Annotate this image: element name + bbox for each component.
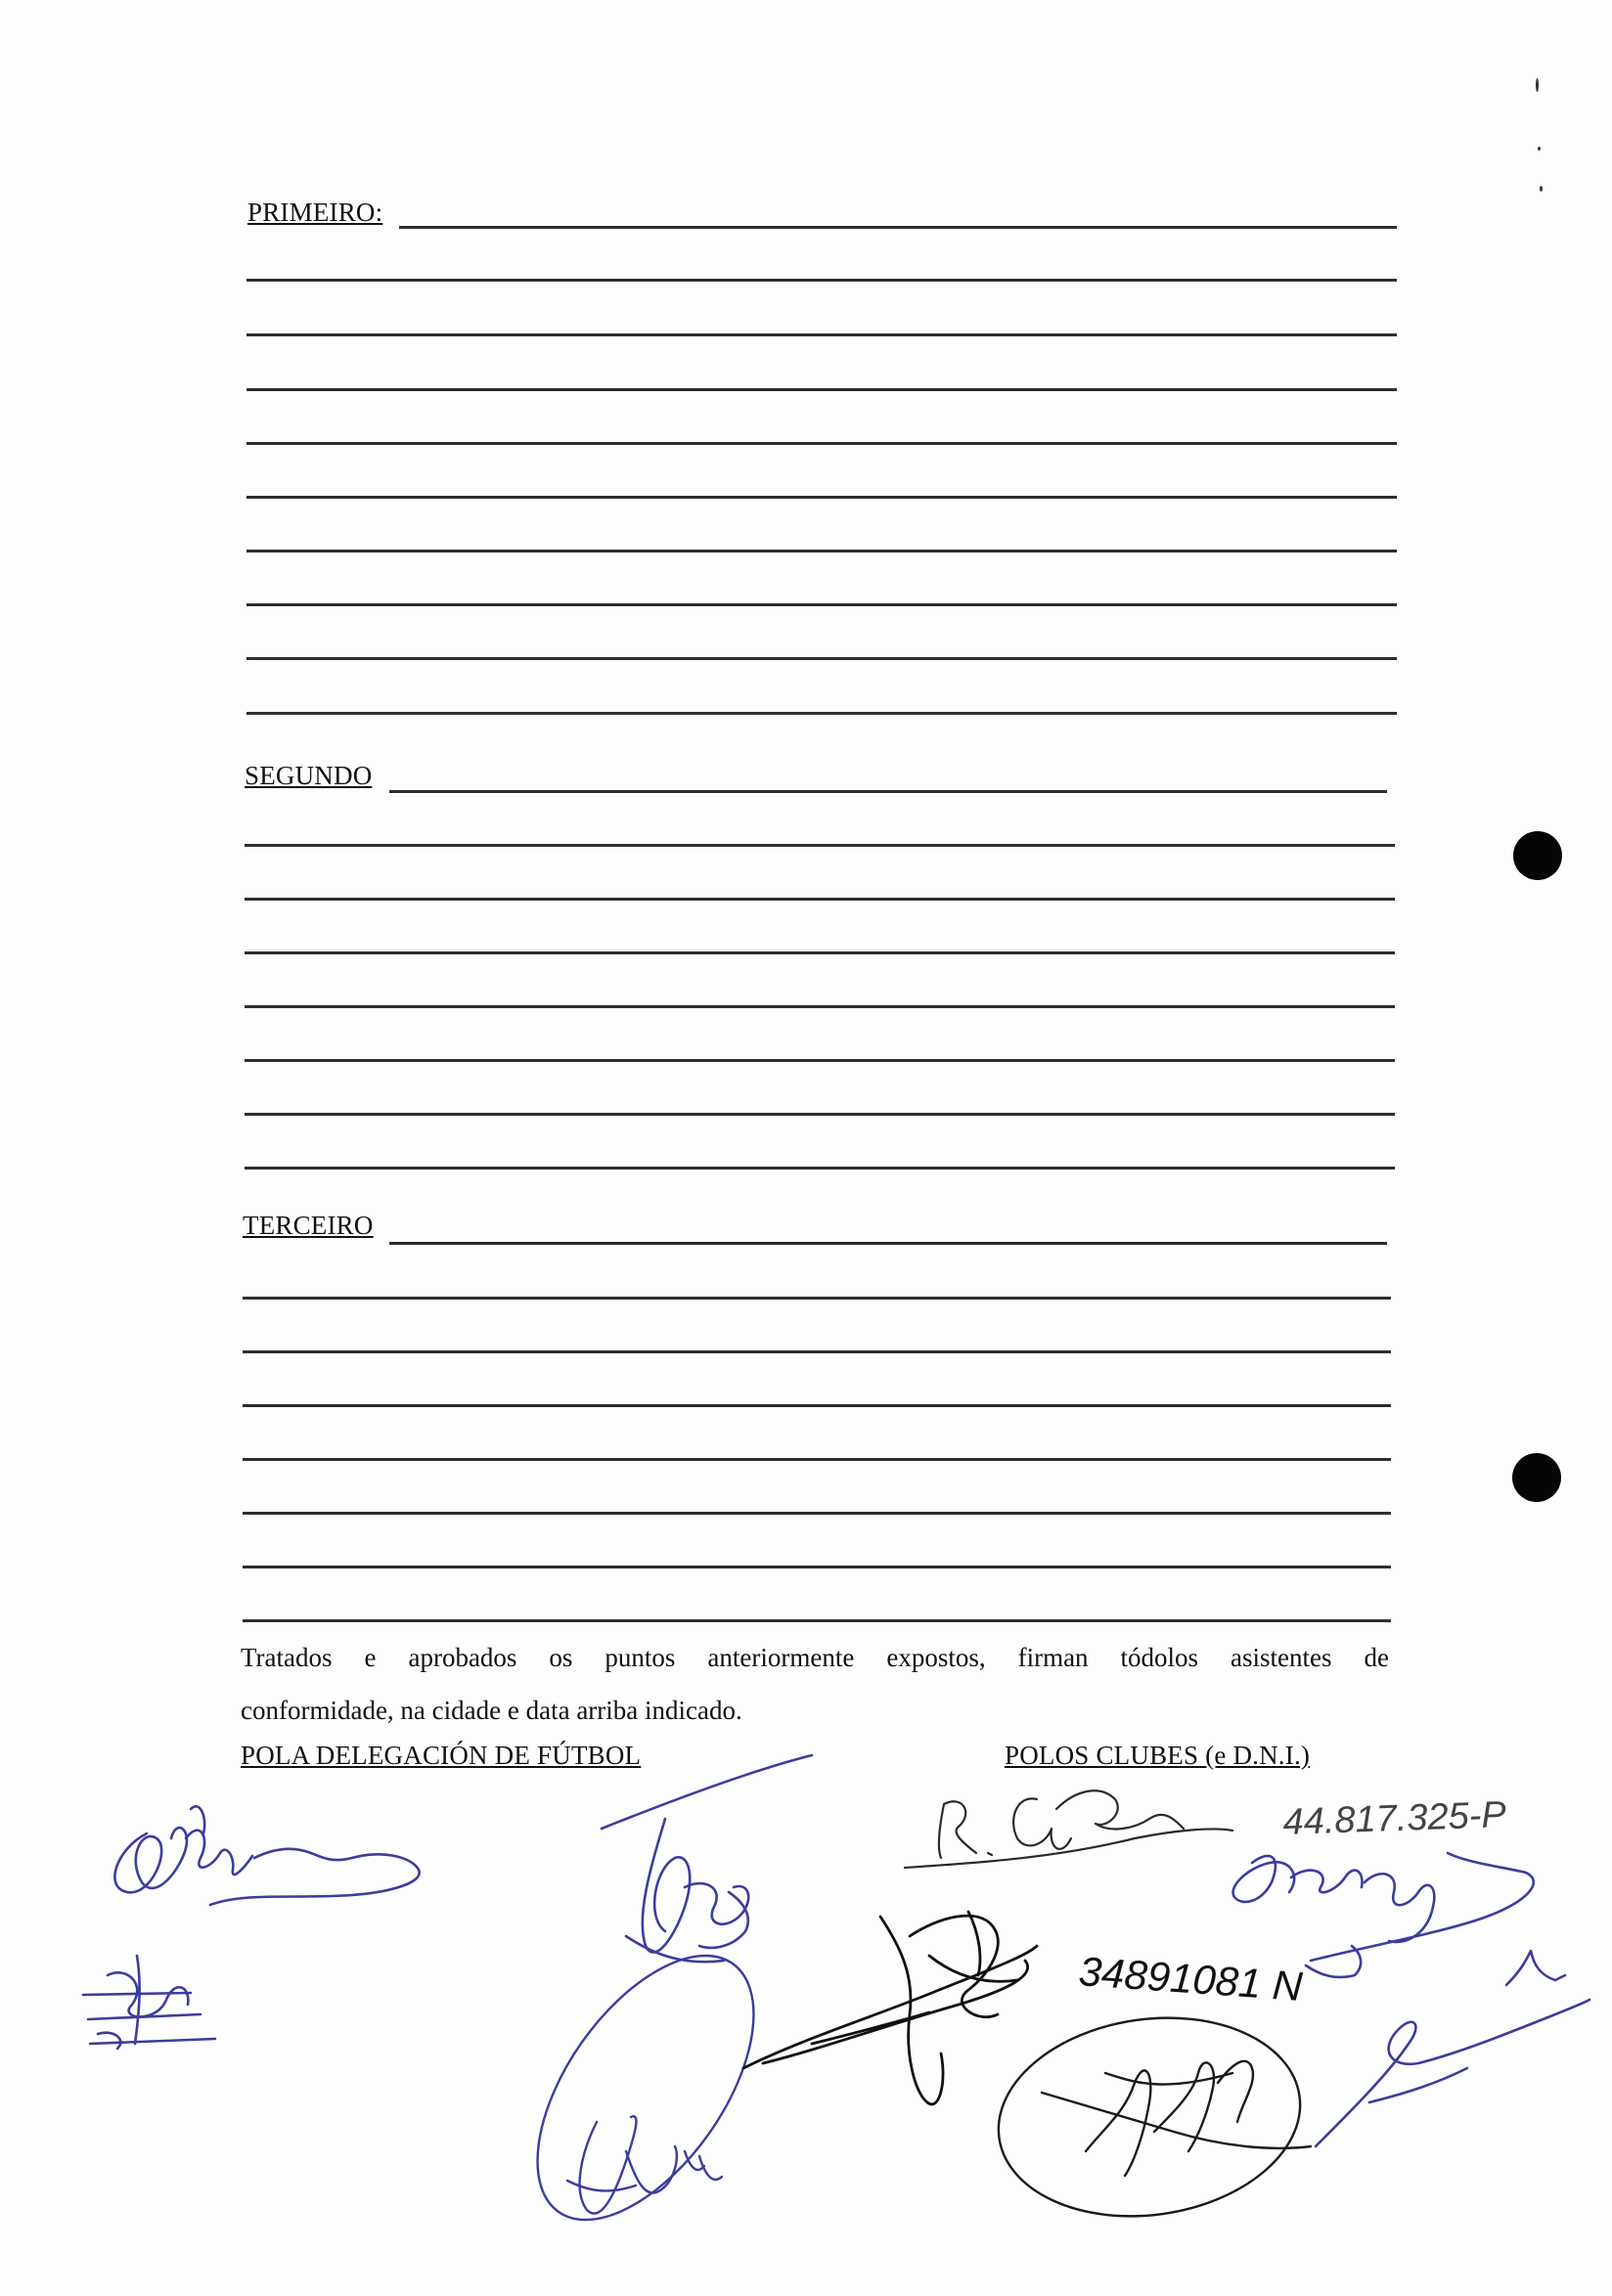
handwritten-dni-2: 34891081 N [1077, 1948, 1304, 2009]
delegation-label: POLA DELEGACIÓN DE FÚTBOL [241, 1741, 642, 1770]
clubs-label: POLOS CLUBES (e D.N.I.) [1005, 1741, 1311, 1770]
closing-line-2: conformidade, na cidade e data arriba indicado. [241, 1696, 742, 1725]
signature-club-5 [1306, 1946, 1590, 2146]
signature-delegation-1 [114, 1806, 419, 1905]
signature-club-4 [986, 1999, 1314, 2234]
signature-club-3 [1233, 1853, 1534, 1961]
section-primeiro-heading: PRIMEIRO: [247, 198, 383, 227]
signature-club-2 [905, 1790, 1232, 1868]
handwritten-dni-1: 44.817.325-P [1281, 1794, 1507, 1843]
signature-delegation-2 [83, 1956, 215, 2049]
closing-line-1: Tratados e aprobados os puntos anteriormente expostos, firman tódolos asistentes de [241, 1643, 1389, 1672]
section-segundo-heading: SEGUNDO [245, 761, 373, 790]
signature-delegation-4 [495, 1919, 797, 2257]
section-terceiro-heading: TERCEIRO [243, 1211, 374, 1240]
signature-delegation-3 [602, 1755, 812, 1962]
signature-club-black [743, 1912, 1037, 2104]
